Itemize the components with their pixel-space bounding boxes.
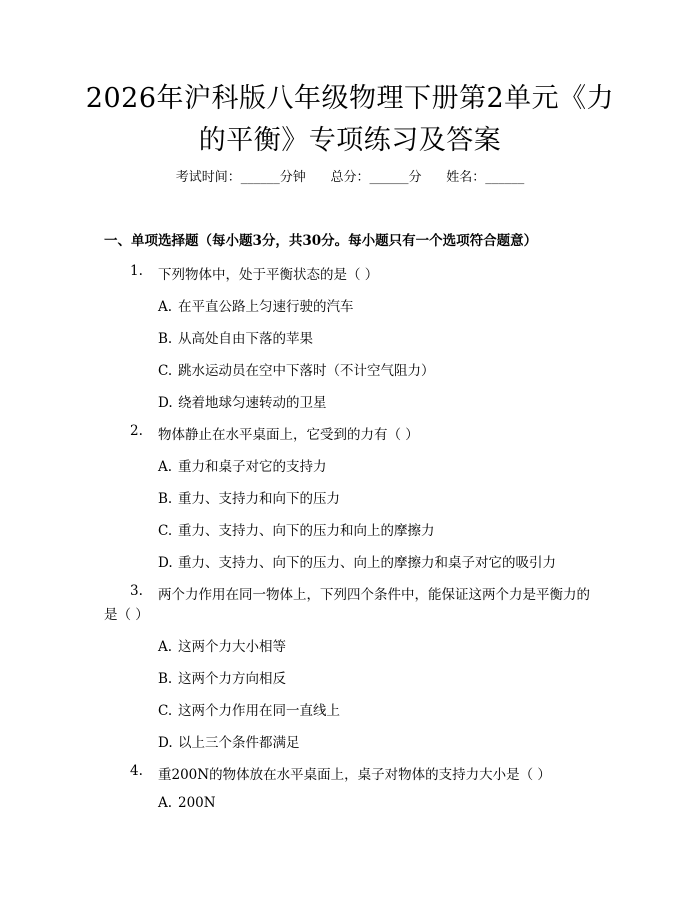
option-text: 从高处自由下落的苹果 (178, 331, 313, 347)
title-line-2: 的平衡》专项练习及答案 (198, 125, 502, 156)
option-1c (158, 359, 435, 379)
option-1b (158, 327, 313, 347)
option-letter: B. (158, 671, 173, 687)
option-letter: A. (158, 795, 173, 811)
question-text: 物体静止在水平桌面上，它受到的力有（ ） (158, 427, 419, 443)
question-text: 下列物体中，处于平衡状态的是（ ） (158, 267, 379, 283)
section-heading: 一、单项选择题（每小题3分，共30分。每小题只有一个选项符合题意） (104, 233, 538, 249)
option-letter: D. (158, 735, 173, 751)
question-number: 4. (130, 763, 143, 779)
question-number: 3. (130, 583, 143, 599)
option-text: 重力、支持力、向下的压力和向上的摩擦力 (178, 523, 435, 539)
option-text: 重力、支持力、向下的压力、向上的摩擦力和桌子对它的吸引力 (178, 555, 556, 571)
option-3a (158, 635, 286, 655)
option-letter: A. (158, 299, 173, 315)
document-title (60, 78, 640, 162)
option-2a (158, 455, 327, 475)
option-letter: C. (158, 363, 173, 379)
title-line-1: 2026年沪科版八年级物理下册第2单元《力 (85, 83, 615, 114)
question-3-text-continued: 是（ ） (104, 607, 149, 623)
question-number: 2. (130, 423, 143, 439)
option-letter: A. (158, 639, 173, 655)
option-letter: B. (158, 331, 173, 347)
option-letter: D. (158, 555, 173, 571)
option-text: 这两个力大小相等 (178, 639, 286, 655)
option-3c (158, 699, 340, 719)
option-1d (158, 391, 327, 411)
option-2d (158, 551, 556, 571)
option-letter: B. (158, 491, 173, 507)
option-text: 在平直公路上匀速行驶的汽车 (178, 299, 354, 315)
question-number: 1. (130, 263, 143, 279)
option-text: 以上三个条件都满足 (178, 735, 300, 751)
option-2b (158, 487, 340, 507)
option-text: 这两个力作用在同一直线上 (178, 703, 340, 719)
option-letter: D. (158, 395, 173, 411)
option-text: 重力和桌子对它的支持力 (178, 459, 327, 475)
option-text: 200N (178, 795, 216, 811)
exam-info-line: 考试时间：______分钟 总分：______分 姓名：______ (175, 170, 525, 185)
option-3d (158, 731, 300, 751)
option-2c (158, 519, 435, 539)
option-text: 重力、支持力和向下的压力 (178, 491, 340, 507)
option-text: 跳水运动员在空中下落时（不计空气阻力） (178, 363, 435, 379)
option-text: 这两个力方向相反 (178, 671, 286, 687)
option-letter: C. (158, 523, 173, 539)
option-letter: C. (158, 703, 173, 719)
option-1a (158, 295, 354, 315)
option-3b (158, 667, 286, 687)
option-text: 绕着地球匀速转动的卫星 (178, 395, 327, 411)
option-4a (158, 795, 216, 811)
question-text: 重200N的物体放在水平桌面上，桌子对物体的支持力大小是（ ） (158, 767, 551, 783)
option-letter: A. (158, 459, 173, 475)
question-text: 两个力作用在同一物体上，下列四个条件中，能保证这两个力是平衡力的 (158, 587, 590, 603)
